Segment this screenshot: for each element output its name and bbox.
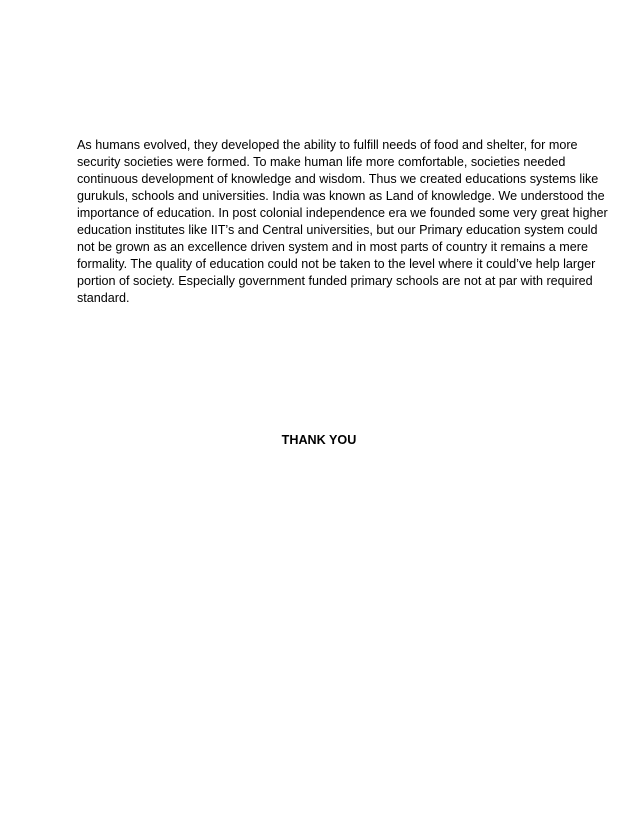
paragraph-line: security societies were formed. To make human life more comfortable, societies needed (77, 155, 566, 169)
thank-you-heading: THANK YOU (281, 433, 357, 447)
body-paragraph (77, 137, 608, 307)
paragraph-line: education institutes like IIT’s and Central universities, but our Primary education system could (77, 223, 598, 237)
paragraph-line: not be grown as an excellence driven system and in most parts of country it remains a mere (77, 240, 588, 254)
paragraph-line: standard. (77, 291, 130, 305)
paragraph-line: importance of education. In post colonial independence era we founded some very great higher (77, 206, 608, 220)
paragraph-line: continuous development of knowledge and wisdom. Thus we created educations systems like (77, 172, 599, 186)
paragraph-line: formality. The quality of education could not be taken to the level where it could’ve help larger (77, 257, 596, 271)
paragraph-line: As humans evolved, they developed the ability to fulfill needs of food and shelter, for more (77, 138, 578, 152)
paragraph-line: gurukuls, schools and universities. India was known as Land of knowledge. We understood the (77, 189, 605, 203)
paragraph-line: portion of society. Especially government funded primary schools are not at par with required (77, 274, 593, 288)
